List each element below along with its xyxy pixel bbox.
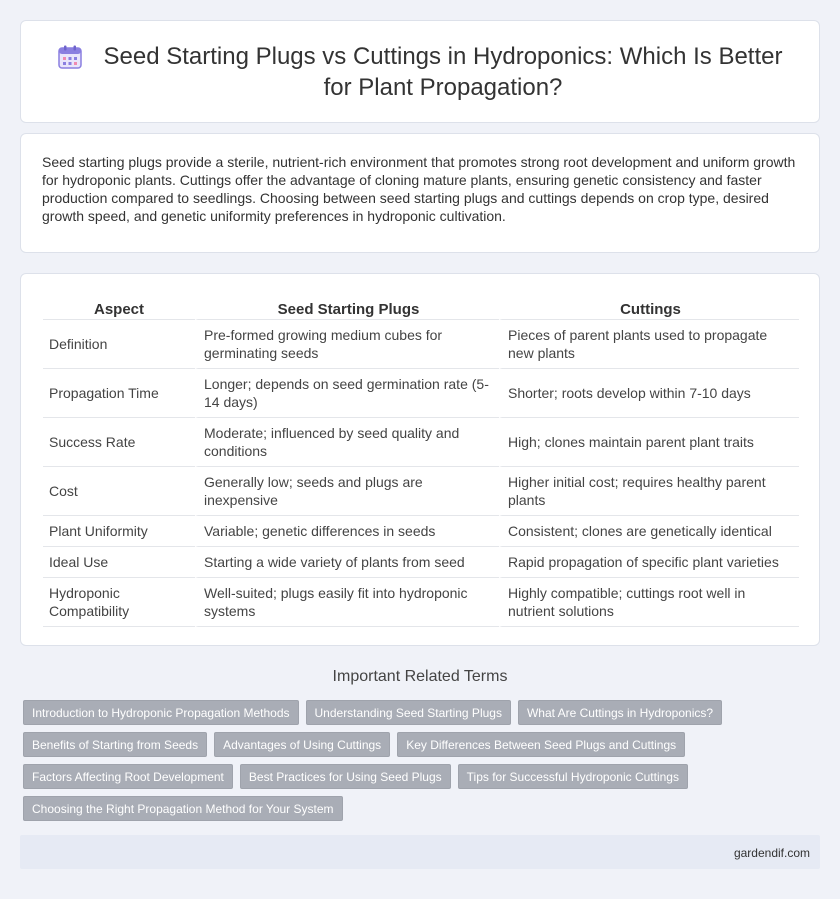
intro-paragraph: Seed starting plugs provide a sterile, nutrient-rich environment that promotes strong root development and uniform growth for hydroponic plants. Cuttings offer the advantage of cloning mature plants, ensuring genetic consistency and faster production compared to seedlings. Choosing between seed starting plugs and cuttings depends on crop type, desired growth speed, and genetic uniformity preferences in hydroponic cultivation. <box>42 154 796 224</box>
table-cell: Higher initial cost; requires healthy parent plants <box>499 467 799 516</box>
footer-site-name: gardendif.com <box>733 846 810 860</box>
page-title: Seed Starting Plugs vs Cuttings in Hydroponics: Which Is Better for Plant Propagation? <box>103 42 783 101</box>
table-cell: Well-suited; plugs easily fit into hydroponic systems <box>195 578 499 627</box>
column-header-aspect: Aspect <box>43 296 195 320</box>
footer <box>20 835 820 869</box>
calendar-icon <box>57 44 83 70</box>
table-cell: Consistent; clones are genetically identical <box>499 516 799 547</box>
table-cell: Definition <box>43 320 195 369</box>
comparison-table <box>43 296 799 627</box>
title-card <box>20 20 820 123</box>
table-cell: Pre-formed growing medium cubes for germinating seeds <box>195 320 499 369</box>
table-row <box>43 369 799 418</box>
table-cell: Shorter; roots develop within 7-10 days <box>499 369 799 418</box>
related-term-link[interactable]: Understanding Seed Starting Plugs <box>306 700 511 725</box>
related-terms-heading: Important Related Terms <box>332 668 508 685</box>
table-cell: Longer; depends on seed germination rate (5-14 days) <box>195 369 499 418</box>
related-term-link[interactable]: Choosing the Right Propagation Method for Your System <box>23 796 343 821</box>
related-term-link[interactable]: Key Differences Between Seed Plugs and Cuttings <box>397 732 685 757</box>
related-term-link[interactable]: What Are Cuttings in Hydroponics? <box>518 700 722 725</box>
related-term-link[interactable]: Benefits of Starting from Seeds <box>23 732 207 757</box>
table-cell: Cost <box>43 467 195 516</box>
table-cell: Starting a wide variety of plants from seed <box>195 547 499 578</box>
table-cell: Generally low; seeds and plugs are inexpensive <box>195 467 499 516</box>
intro-card <box>20 133 820 253</box>
table-cell: High; clones maintain parent plant traits <box>499 418 799 467</box>
column-header-plugs: Seed Starting Plugs <box>195 296 499 320</box>
table-row <box>43 547 799 578</box>
table-row <box>43 516 799 547</box>
comparison-card <box>20 273 820 646</box>
table-cell: Highly compatible; cuttings root well in nutrient solutions <box>499 578 799 627</box>
related-term-link[interactable]: Factors Affecting Root Development <box>23 764 233 789</box>
title-wrap <box>21 21 819 122</box>
table-cell: Pieces of parent plants used to propagate new plants <box>499 320 799 369</box>
related-term-link[interactable]: Tips for Successful Hydroponic Cuttings <box>458 764 688 789</box>
table-cell: Plant Uniformity <box>43 516 195 547</box>
column-header-cuttings: Cuttings <box>499 296 799 320</box>
table-row <box>43 418 799 467</box>
table-row <box>43 467 799 516</box>
related-term-link[interactable]: Advantages of Using Cuttings <box>214 732 390 757</box>
table-row <box>43 578 799 627</box>
table-header-row <box>43 296 799 320</box>
table-cell: Moderate; influenced by seed quality and conditions <box>195 418 499 467</box>
table-cell: Rapid propagation of specific plant varieties <box>499 547 799 578</box>
related-term-link[interactable]: Introduction to Hydroponic Propagation Methods <box>23 700 299 725</box>
table-cell: Hydroponic Compatibility <box>43 578 195 627</box>
table-cell: Success Rate <box>43 418 195 467</box>
related-term-link[interactable]: Best Practices for Using Seed Plugs <box>240 764 451 789</box>
table-cell: Propagation Time <box>43 369 195 418</box>
table-row <box>43 320 799 369</box>
table-cell: Ideal Use <box>43 547 195 578</box>
table-cell: Variable; genetic differences in seeds <box>195 516 499 547</box>
related-terms-list <box>23 700 823 828</box>
